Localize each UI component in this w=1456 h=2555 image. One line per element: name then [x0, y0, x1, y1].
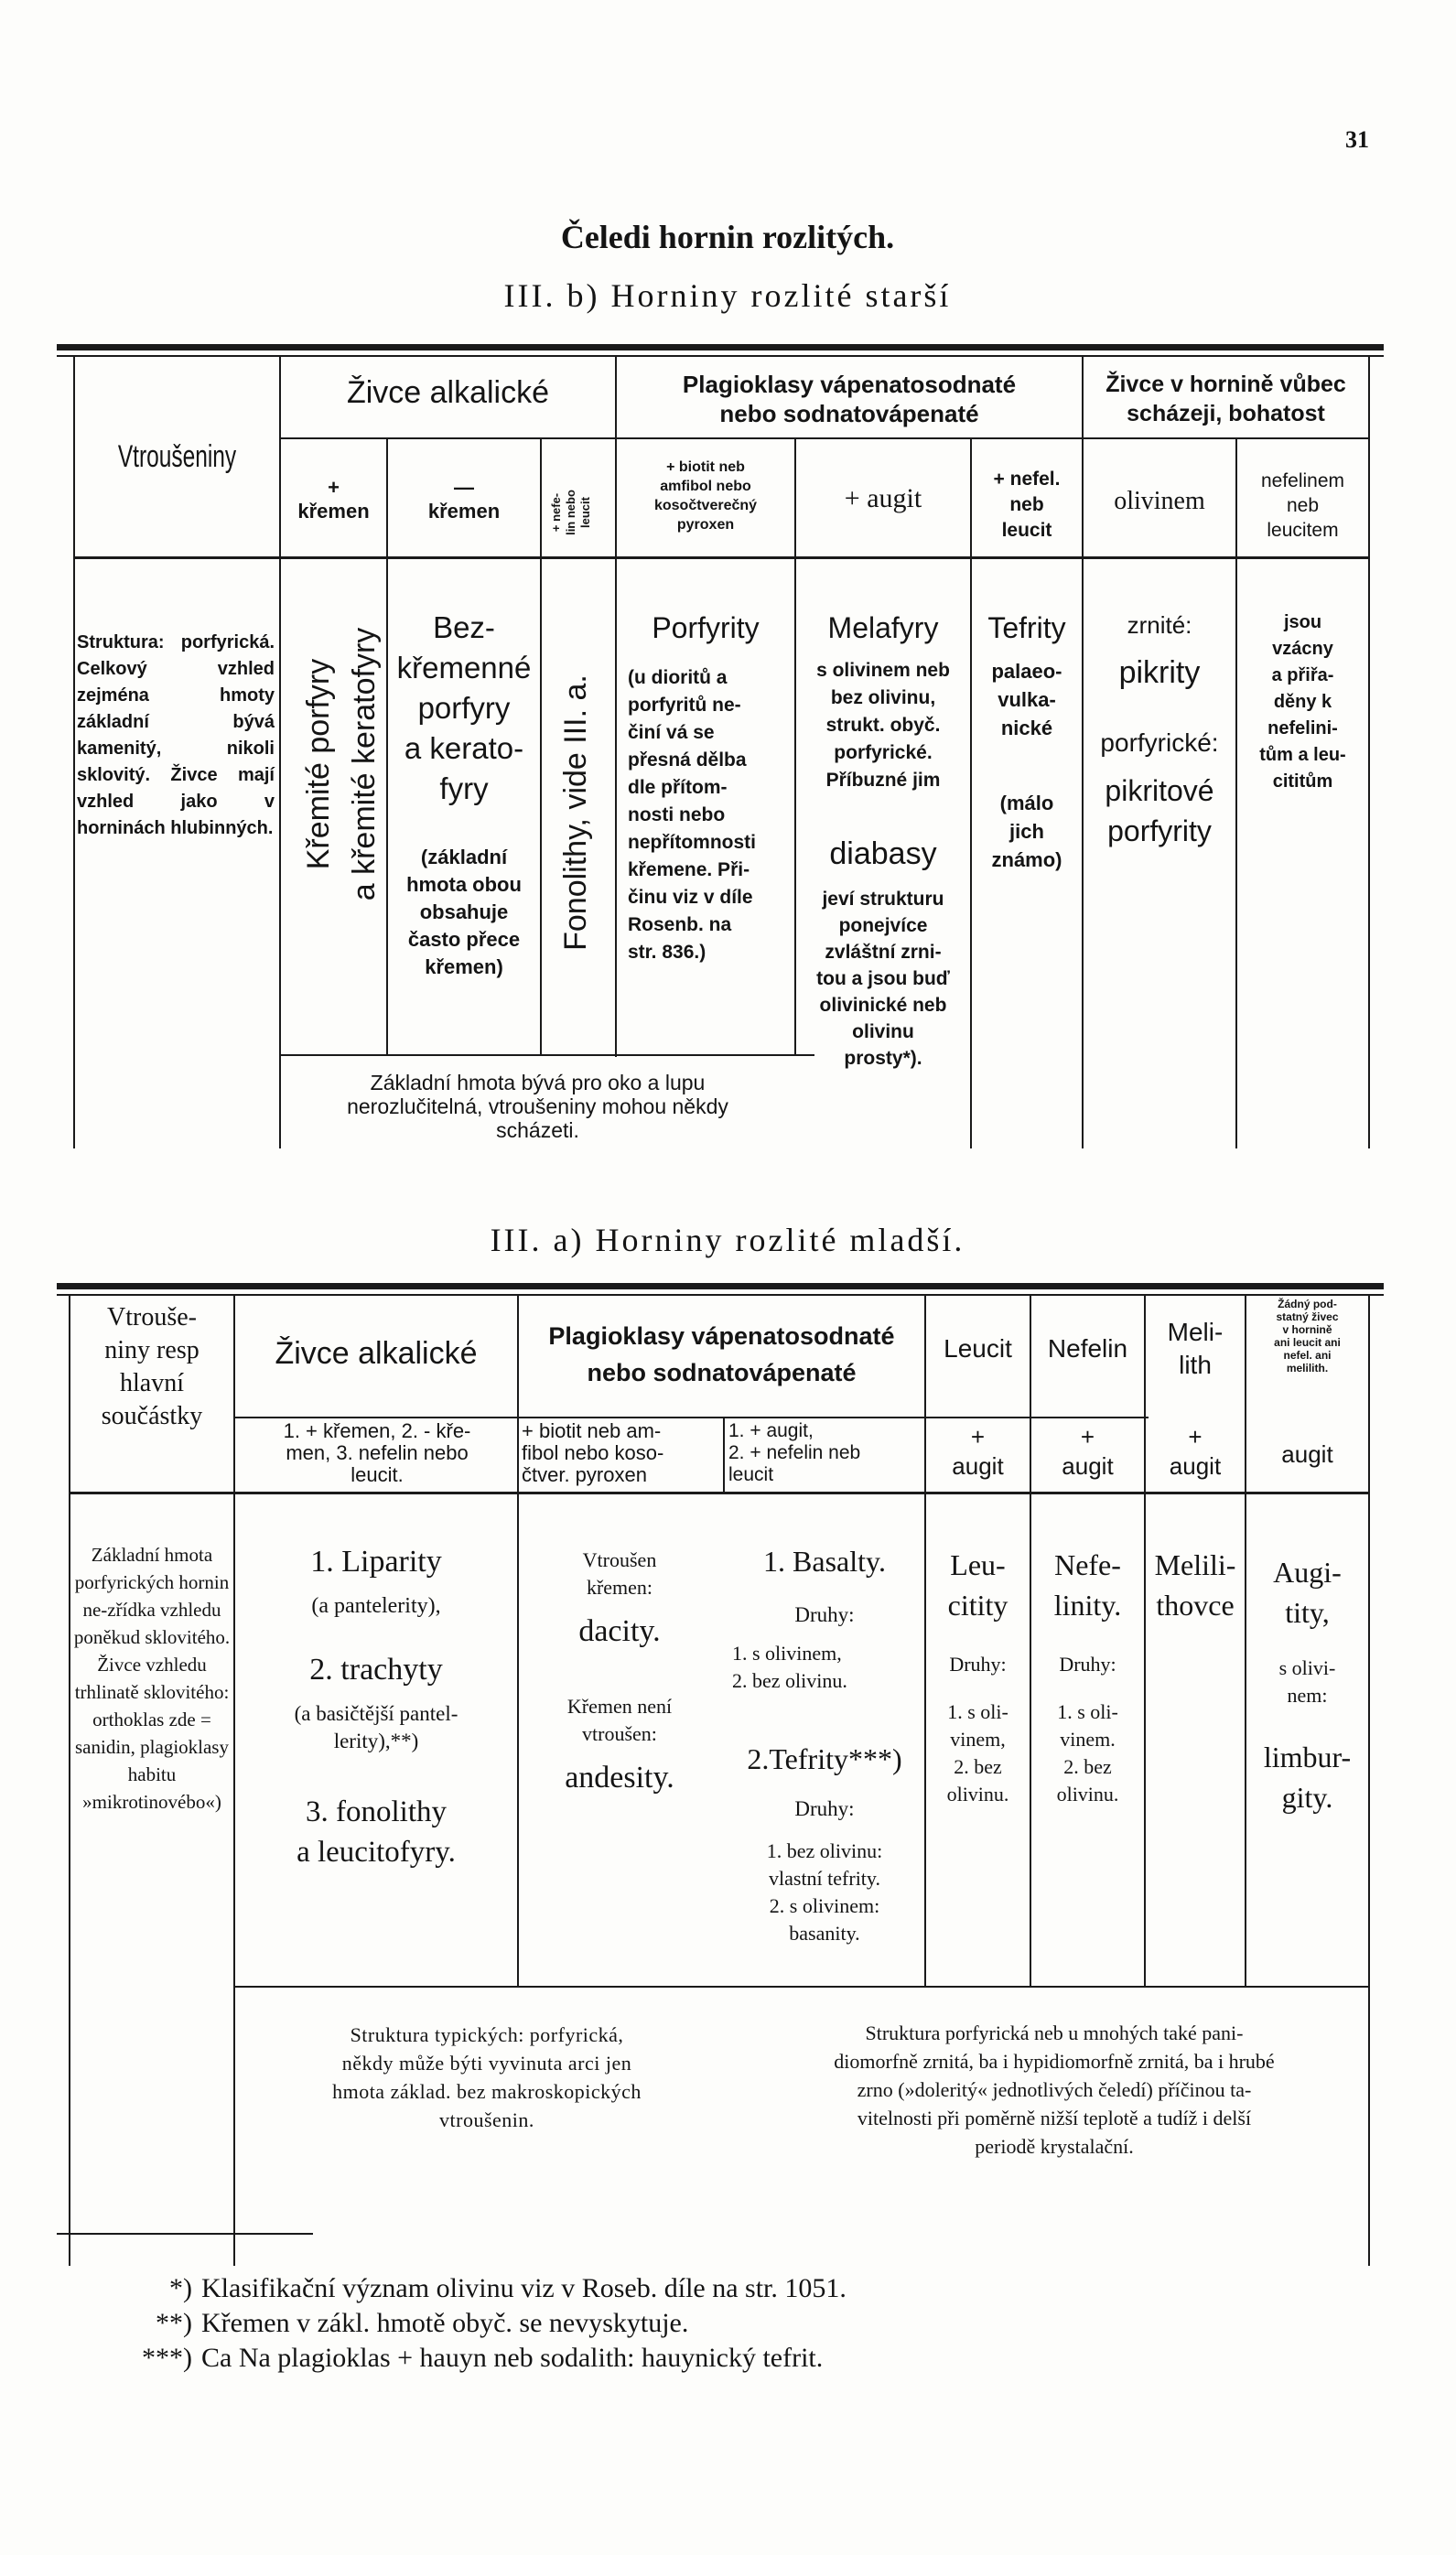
melafyry-text: s olivinem neb bez olivinu, strukt. obyč. porfyrické. Příbuzné jim — [816, 660, 950, 791]
vline — [1144, 1296, 1146, 1987]
melilithovce: Melili- thovce — [1154, 1548, 1236, 1622]
bezkremenne-note: (základní hmota obou obsahuje často přece křemen) — [406, 846, 522, 978]
header-melilith: Meli- lith — [1167, 1318, 1224, 1379]
header-vtrouseniny-hlavni: Vtrouše- niny resp hlavní součástky — [101, 1303, 203, 1430]
vline — [723, 1417, 725, 1492]
basalty-druhy-text: 1. s olivinem, 2. bez olivinu. — [732, 1642, 847, 1692]
header-plagioklasy: Plagioklasy vápenatosodnaté nebo sodnatovápenaté — [548, 1322, 895, 1386]
melafyry-title: Melafyry — [827, 611, 939, 644]
sub-olivinem: olivinem — [1114, 487, 1205, 515]
basalty-druhy: Druhy: — [794, 1603, 855, 1626]
footnote-rule — [57, 2233, 313, 2235]
andesity: andesity. — [565, 1761, 674, 1795]
sub-biotit: + biotit neb am- fibol nebo koso- čtver. pyroxen — [522, 1419, 664, 1486]
header-zivce-alkalicke: Živce alkalické — [275, 1336, 478, 1371]
vline — [1368, 1296, 1370, 2266]
footnote-text: Klasifikační význam olivinu viz v Roseb. díle na str. 1051. — [201, 2273, 847, 2303]
sub-plus-kremen: + křemen — [297, 476, 370, 523]
footnote-mark: **) — [156, 2308, 192, 2338]
leucitity: Leu- citity — [947, 1548, 1008, 1622]
diabasy: diabasy — [829, 836, 937, 871]
liparity-note: (a pantelerity), — [311, 1594, 441, 1618]
fonolithy: 3. fonolithy a leucitofyry. — [297, 1795, 456, 1869]
rule-zakladni — [279, 1054, 814, 1056]
sub-nefel-leucit: + nefel. neb leucit — [993, 469, 1061, 541]
nefelinity: Nefe- linity. — [1053, 1548, 1122, 1622]
vline — [924, 1296, 926, 1987]
tefrity-text: palaeo- vulka- nické — [991, 660, 1062, 739]
porfyricke: porfyrické: — [1100, 728, 1219, 757]
vertical-fonolithy: Fonolithy, vide III. a. — [558, 674, 593, 951]
sub-melilith-augit: + augit — [1169, 1423, 1222, 1480]
porfyrity-title: Porfyrity — [652, 611, 760, 644]
nefelinity-druhy: Druhy: — [1059, 1653, 1116, 1676]
header-zadny-zivec: Žádný pod- statný živec v hornině ani leucit ani nefel. ani melilith. — [1274, 1298, 1341, 1375]
leucitity-text: 1. s oli- vinem, 2. bez olivinu. — [946, 1700, 1009, 1806]
footnote-2 — [128, 2308, 1318, 2339]
zakladni-hmota-note: Základní hmota bývá pro oko a lupu nerozlučitelná, vtroušeniny mohou někdy scházeti. — [347, 1071, 728, 1142]
rule-top-thick — [57, 344, 1384, 350]
diabasy-text: jeví strukturu ponejvíce zvláštní zrni- tou a jsou buď olivinické neb olivinu prosty*). — [816, 889, 950, 1069]
tefrity-title: Tefrity — [987, 611, 1066, 644]
vertical-kremite-porfyry: Křemité porfyry — [301, 658, 336, 870]
trachyty: 2. trachyty — [309, 1653, 443, 1687]
zrnite: zrnité: — [1127, 611, 1192, 639]
vline — [233, 1296, 235, 2266]
header-plagioklasy: Plagioklasy vápenatosodnaté nebo sodnatovápenaté — [682, 371, 1017, 427]
sub-alk-list: 1. + křemen, 2. - kře- men, 3. nefelin nebo leucit. — [283, 1419, 471, 1486]
sub-augit-only: augit — [1281, 1440, 1333, 1468]
footnote-text: Křemen v zákl. hmotě obyč. se nevyskytuje. — [201, 2308, 689, 2338]
vertical-kremite-keratofyry: a křemité keratofyry — [347, 627, 382, 901]
limburgity: limbur- gity. — [1263, 1741, 1352, 1814]
tefrity-druhy: Druhy: — [794, 1797, 855, 1820]
tefrity-druhy-text: 1. bez olivinu: vlastní tefrity. 2. s olivinem: basanity. — [766, 1839, 883, 1945]
section-a-heading: III. a) Horniny rozlité mladší. — [490, 1222, 965, 1258]
footnote-mark: *) — [169, 2273, 192, 2303]
vline — [73, 357, 75, 1148]
liparity: 1. Liparity — [310, 1545, 442, 1579]
augitity: Augi- tity, — [1273, 1556, 1342, 1629]
tefrity: 2.Tefrity***) — [747, 1742, 902, 1775]
rule-header-mid — [233, 1417, 1149, 1418]
trachyty-note: (a basičtější pantel- lerity),**) — [294, 1702, 458, 1752]
sub-nefelin-leucit: + nefe- lin nebo leucit — [549, 490, 592, 535]
rule-header-mid — [279, 437, 1368, 439]
section-b-heading: III. b) Horniny rozlité starší — [503, 277, 952, 314]
leucitity-druhy: Druhy: — [949, 1653, 1007, 1676]
jsou-vzacny: jsou vzácny a přiřa- děny k nefelini- tům a leu- cititům — [1259, 612, 1346, 792]
struktura-typickych: Struktura typických: porfyrická, někdy může býti vyvinuta arci jen hmota základ. bez makroskopických vtroušenin. — [332, 2023, 642, 2131]
s-olivinem: s olivi- nem: — [1278, 1656, 1336, 1707]
header-leucit: Leucit — [944, 1334, 1012, 1363]
sub-leucit-augit: + augit — [952, 1423, 1004, 1480]
rule-top-thin — [57, 355, 1384, 357]
porfyrity-text: (u dioritů a porfyritů ne- činí vá se přesná dělba dle přítom- nosti nebo nepřítomnosti křemene. Při- činu viz v díle Rosenb. na str. 836.) — [628, 667, 756, 963]
page-number: 31 — [1345, 126, 1369, 153]
header-zivce-alkalicke: Živce alkalické — [346, 375, 550, 410]
struktura-porfyricka: Struktura porfyrická neb u mnohých také pani- diomorfně zrnitá, ba i hypidiomorfně zrnitá, ba i hrubé zrno (»doleritý« jednotlivých čeledí) příčinou ta- vitelnosti při poměrně nižší teplotě a tudíž i delší periodě krystalační. — [834, 2021, 1275, 2158]
page-title: Čeledi hornin rozlitých. — [560, 219, 895, 255]
footnote-1 — [128, 2273, 1318, 2304]
vline — [1368, 357, 1370, 1148]
dacity: dacity. — [578, 1614, 661, 1648]
footnote-mark: ***) — [142, 2343, 192, 2373]
sub-augit-nefelin: 1. + augit, 2. + nefelin neb leucit — [728, 1420, 861, 1485]
footnote-text: Ca Na plagioklas + hauyn neb sodalith: hauynický tefrit. — [201, 2343, 824, 2373]
zakladni-hmota-text: Základní hmota porfyrických hornin ne-zřídka vzhledu poněkud sklovitého. Živce vzhledu trhlinatě sklovitého: orthoklas zde = sanidin, plagioklasy habitu »mikrotinovébo«) — [73, 1544, 231, 1813]
rule-header-bottom — [69, 1492, 1368, 1494]
tefrity-note: (málo jich známo) — [991, 792, 1062, 871]
footnote-3 — [128, 2343, 1318, 2374]
bezkremenne-porfyry: Bez- křemenné porfyry a kerato- fyry — [396, 610, 532, 805]
sub-biotit: + biotit neb amfibol nebo kosočtverečný pyroxen — [653, 459, 758, 533]
pikrity: pikrity — [1118, 655, 1201, 690]
nefelinity-text: 1. s oli- vinem. 2. bez olivinu. — [1056, 1700, 1119, 1806]
rule-struktura — [233, 1986, 1368, 1988]
rule-header-bottom — [73, 556, 1368, 559]
sub-augit: + augit — [844, 483, 922, 513]
header-nefelin: Nefelin — [1047, 1334, 1128, 1363]
vline — [1030, 1296, 1031, 1987]
struktura-text: Struktura: porfyrická. Celkový vzhled zejména hmoty základní bývá kamenitý, nikoli sklovitý. Živce mají vzhled jako v horninách hlubinných. — [77, 632, 275, 838]
header-vtrouseniny: Vtroušeniny — [117, 439, 237, 474]
rule-top-thick — [57, 1283, 1384, 1289]
basalty: 1. Basalty. — [763, 1545, 886, 1578]
vline — [540, 437, 542, 1055]
sub-minus-kremen: — křemen — [427, 476, 501, 523]
sub-nefelin-augit: + augit — [1062, 1423, 1114, 1480]
header-zivce-none: Živce v hornině vůbec scházeji, bohatost — [1105, 372, 1346, 426]
vline — [1245, 1296, 1246, 1987]
vline — [69, 1296, 70, 2266]
kremen-neni: Křemen není vtroušen: — [566, 1695, 673, 1745]
rule-top-thin — [57, 1294, 1384, 1296]
pikritove-porfyrity: pikritové porfyrity — [1105, 774, 1214, 847]
sub-nefelinem: nefelinem neb leucitem — [1260, 470, 1345, 541]
vtrousen-kremen: Vtroušen křemen: — [582, 1548, 657, 1599]
